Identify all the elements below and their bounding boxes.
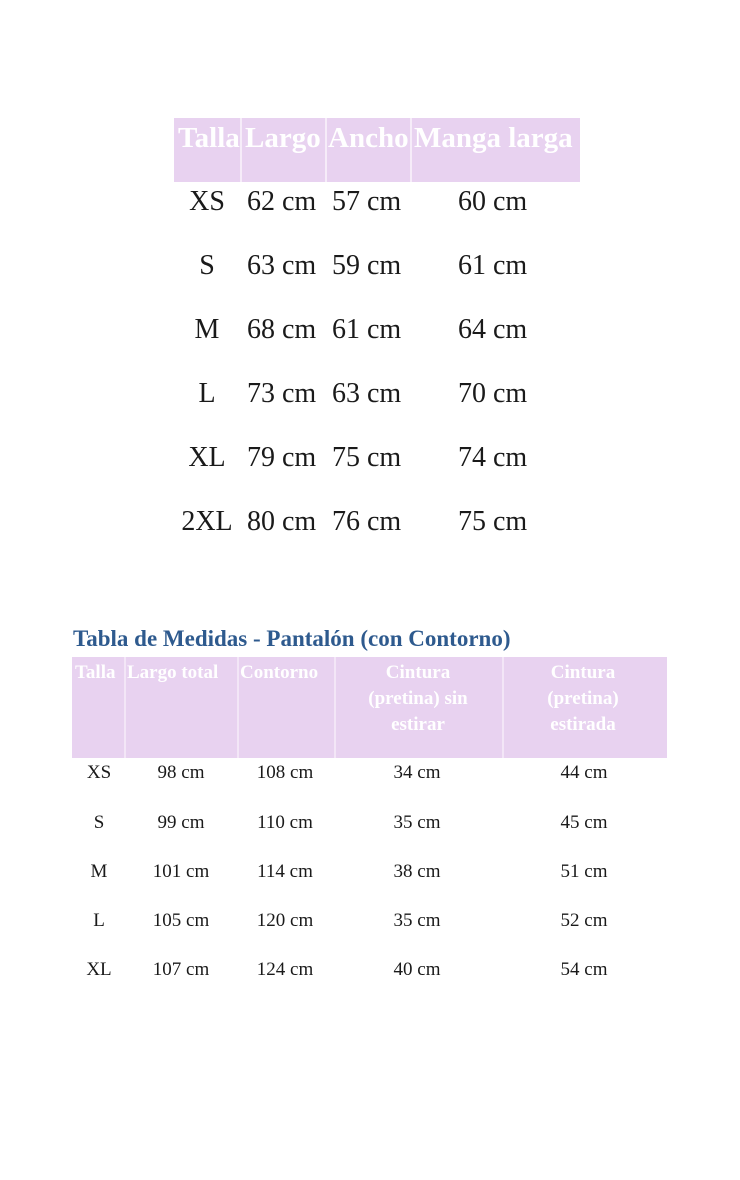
table-row <box>174 442 580 482</box>
cell-contour: 120 cm <box>256 910 314 931</box>
cell-waist-unstretched: 38 cm <box>393 861 441 882</box>
cell-sleeve: 61 cm <box>458 250 528 281</box>
cell-length: 73 cm <box>247 378 317 409</box>
cell-contour: 124 cm <box>256 959 314 980</box>
cell-length: 80 cm <box>247 506 317 537</box>
table-row <box>174 250 580 290</box>
header-divider <box>410 118 412 182</box>
cell-total-length: 107 cm <box>152 959 210 980</box>
cell-waist-unstretched: 40 cm <box>393 959 441 980</box>
shirt-table-header <box>174 118 580 182</box>
cell-sleeve: 64 cm <box>458 314 528 345</box>
table-row <box>72 861 667 889</box>
cell-total-length: 101 cm <box>152 861 210 882</box>
cell-width: 59 cm <box>332 250 402 281</box>
cell-length: 68 cm <box>247 314 317 345</box>
header-total-length: Largo total <box>127 662 219 683</box>
header-divider <box>237 657 239 758</box>
header-divider <box>325 118 327 182</box>
table-row <box>174 378 580 418</box>
header-divider <box>124 657 126 758</box>
table-row <box>174 314 580 354</box>
table-row <box>72 812 667 840</box>
cell-width: 76 cm <box>332 506 402 537</box>
cell-waist-stretched: 52 cm <box>560 910 608 931</box>
cell-waist-stretched: 54 cm <box>560 959 608 980</box>
cell-length: 79 cm <box>247 442 317 473</box>
table-row <box>174 186 580 226</box>
cell-size: XL <box>86 959 112 980</box>
cell-size: M <box>194 314 220 345</box>
cell-size: M <box>90 861 108 882</box>
cell-total-length: 98 cm <box>157 762 205 783</box>
table-row <box>174 506 580 546</box>
header-width: Ancho <box>328 122 409 154</box>
header-divider <box>502 657 504 758</box>
cell-size: L <box>93 910 105 931</box>
table-row <box>72 910 667 938</box>
header-size: Talla <box>178 122 240 154</box>
header-waist-stretched: Cintura (pretina) estirada <box>547 662 619 735</box>
cell-size: XS <box>86 762 112 783</box>
cell-size: S <box>93 812 105 833</box>
cell-sleeve: 75 cm <box>458 506 528 537</box>
cell-width: 63 cm <box>332 378 402 409</box>
cell-length: 63 cm <box>247 250 317 281</box>
cell-waist-stretched: 44 cm <box>560 762 608 783</box>
cell-contour: 114 cm <box>257 861 313 882</box>
cell-sleeve: 74 cm <box>458 442 528 473</box>
table-row <box>72 959 667 987</box>
cell-width: 57 cm <box>332 186 402 217</box>
cell-waist-unstretched: 35 cm <box>393 812 441 833</box>
cell-waist-unstretched: 35 cm <box>393 910 441 931</box>
cell-sleeve: 60 cm <box>458 186 528 217</box>
cell-size: XS <box>189 186 225 217</box>
pants-table-title: Tabla de Medidas - Pantalón (con Contorno) <box>73 626 511 651</box>
cell-width: 61 cm <box>332 314 402 345</box>
header-contour: Contorno <box>240 662 319 683</box>
cell-waist-stretched: 45 cm <box>560 812 608 833</box>
cell-size: XL <box>188 442 226 473</box>
header-size: Talla <box>75 662 116 683</box>
header-divider <box>240 118 242 182</box>
cell-total-length: 105 cm <box>152 910 210 931</box>
header-length: Largo <box>245 122 321 154</box>
pants-table-header <box>72 657 667 758</box>
header-divider <box>334 657 336 758</box>
cell-contour: 110 cm <box>257 812 313 833</box>
cell-sleeve: 70 cm <box>458 378 528 409</box>
cell-size: S <box>199 250 215 281</box>
cell-total-length: 99 cm <box>157 812 205 833</box>
cell-waist-stretched: 51 cm <box>560 861 608 882</box>
cell-contour: 108 cm <box>256 762 314 783</box>
cell-size: 2XL <box>181 506 233 537</box>
table-row <box>72 762 667 790</box>
cell-length: 62 cm <box>247 186 317 217</box>
cell-waist-unstretched: 34 cm <box>393 762 441 783</box>
header-waist-unstretched: Cintura (pretina) sin estirar <box>368 662 468 735</box>
cell-size: L <box>198 378 216 409</box>
header-sleeve: Manga larga <box>414 122 573 154</box>
cell-width: 75 cm <box>332 442 402 473</box>
